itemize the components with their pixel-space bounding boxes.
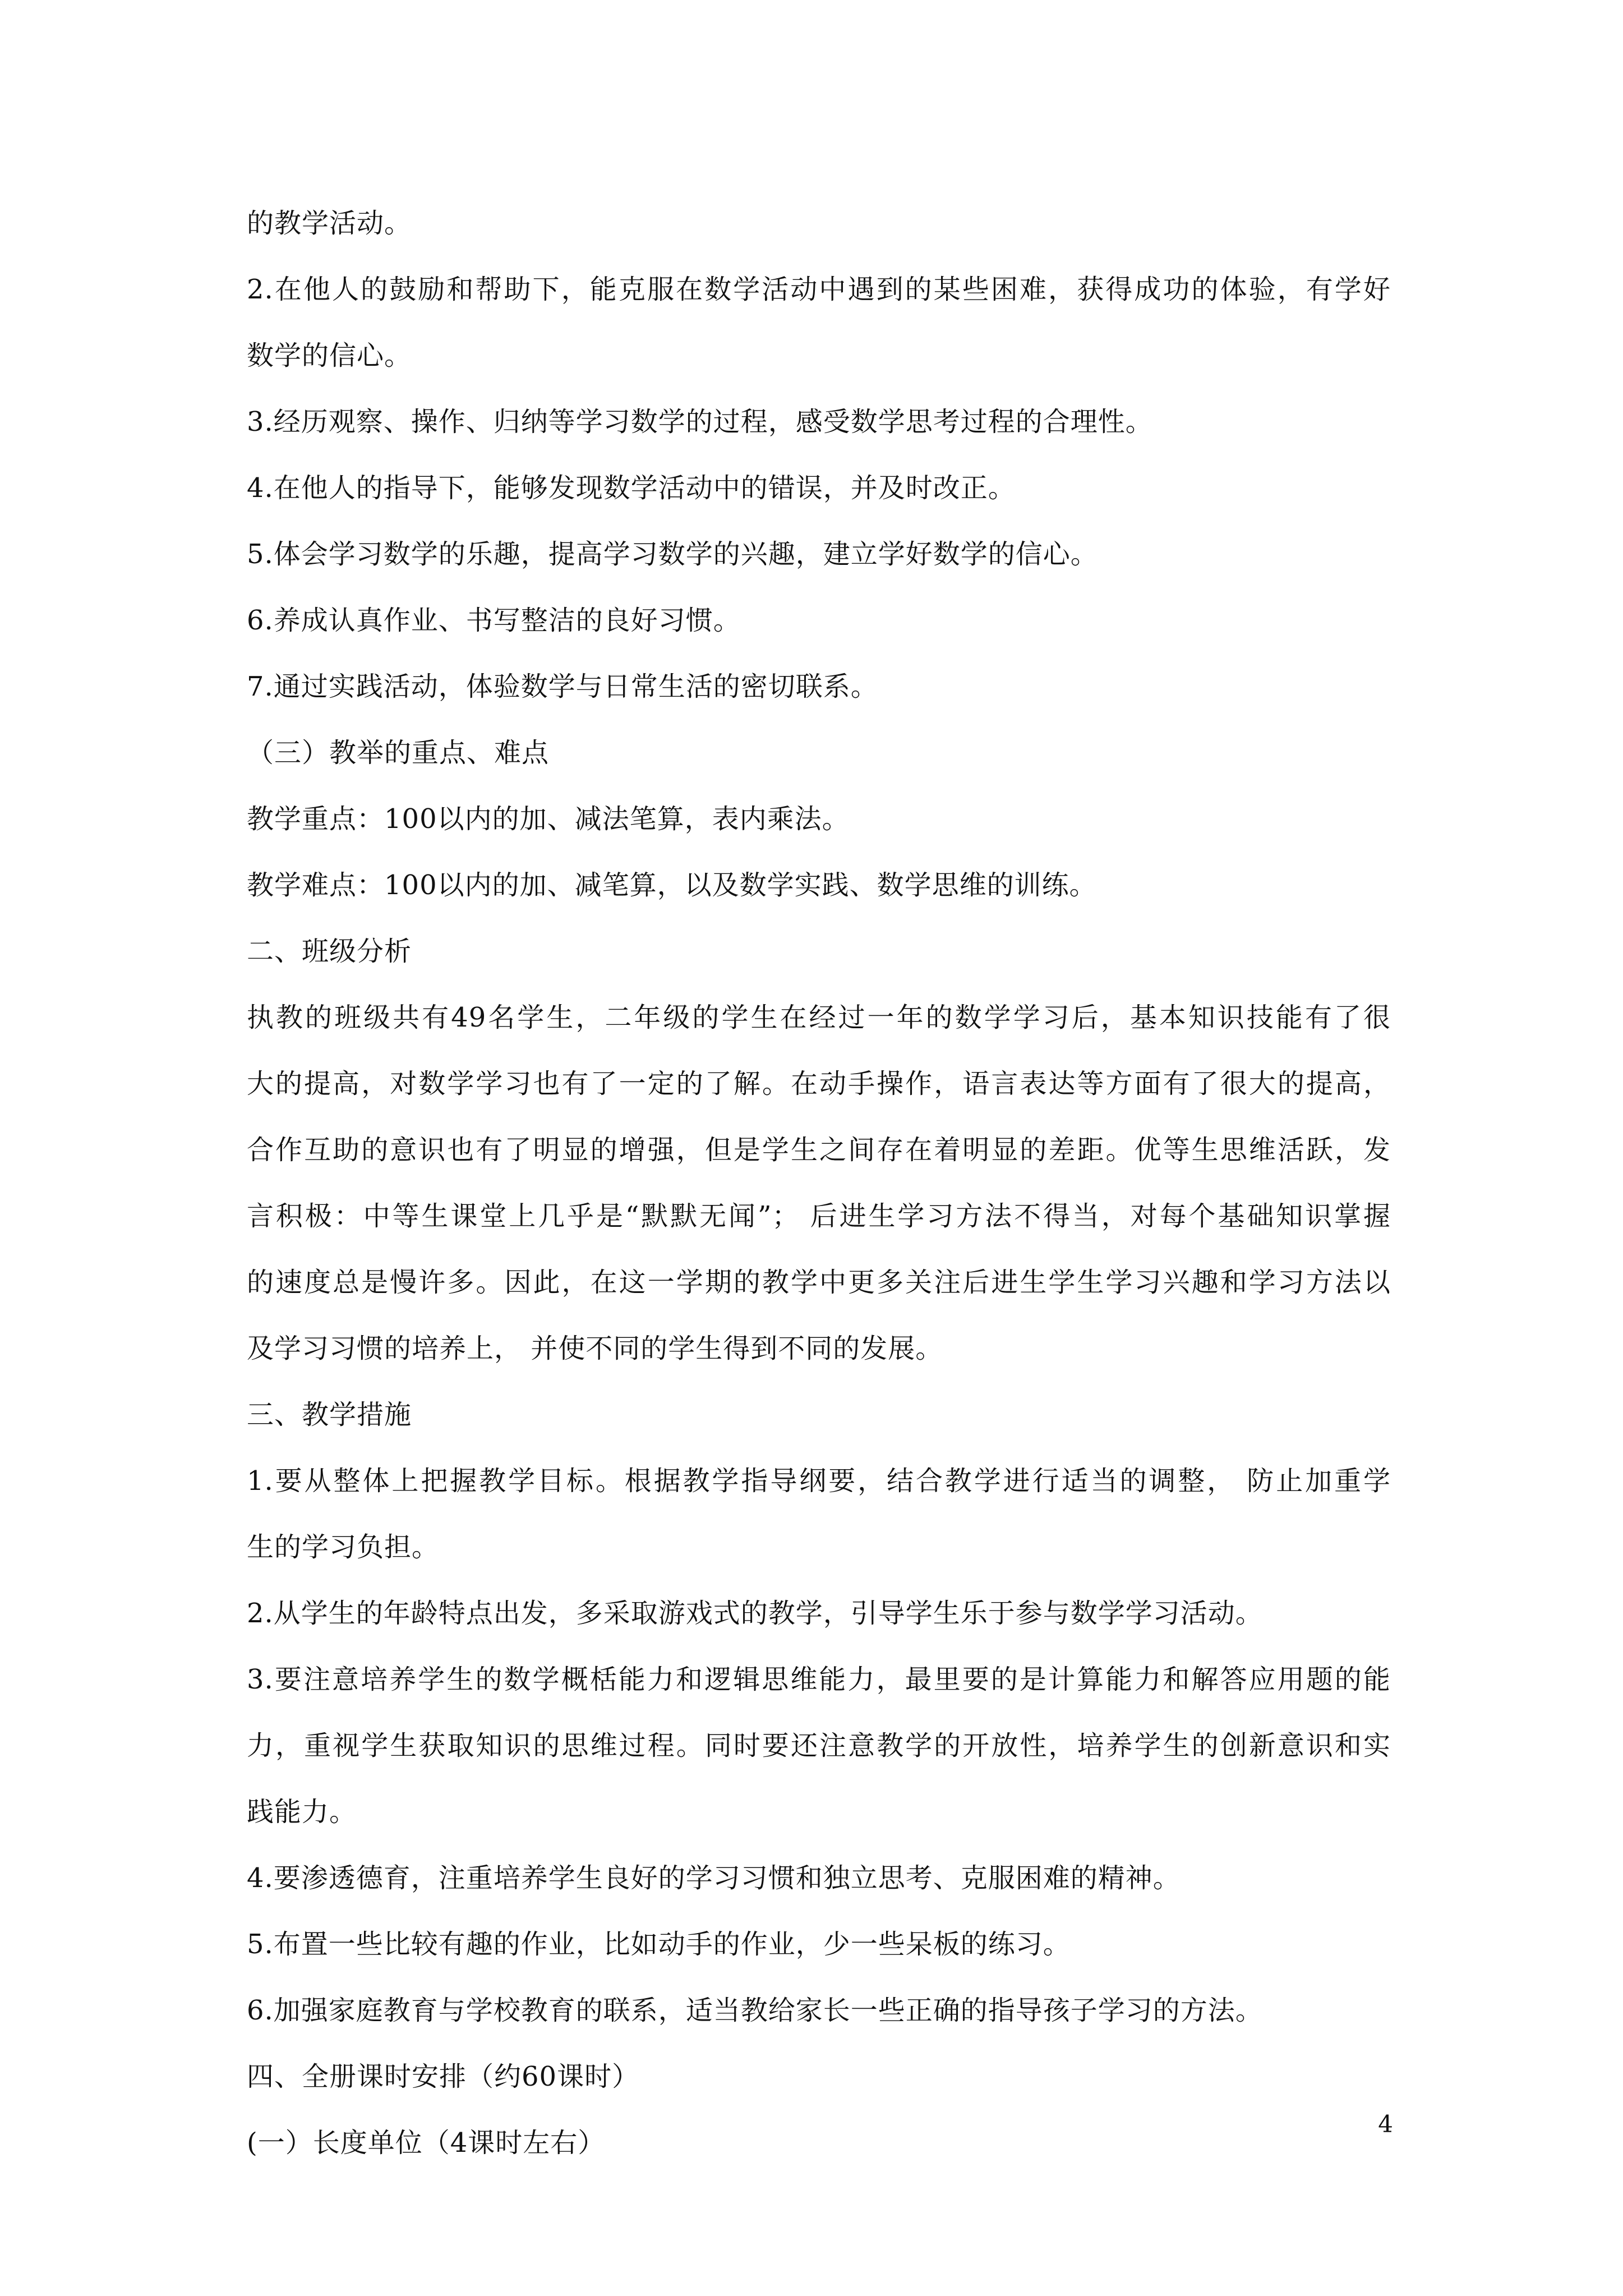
text-line: 言积极：中等生课堂上几乎是“默默无闻”； 后进生学习方法不得当，对每个基础知识掌握 bbox=[247, 1200, 1391, 1232]
text-line: 及学习习惯的培养上， 并使不同的学生得到不同的发展。 bbox=[247, 1333, 943, 1364]
text-line: 1.要从整体上把握教学目标。根据教学指导纲要，结合教学进行适当的调整， 防止加重学 bbox=[247, 1465, 1391, 1497]
section-heading: 二、班级分析 bbox=[247, 936, 412, 967]
section-heading: （三）教举的重点、难点 bbox=[247, 737, 550, 769]
text-line: 3.经历观察、操作、归纳等学习数学的过程，感受数学思考过程的合理性。 bbox=[247, 406, 1153, 438]
document-body bbox=[247, 206, 1391, 2192]
text-line: 4.要渗透德育，注重培养学生良好的学习习惯和独立思考、克服困难的精神。 bbox=[247, 1862, 1181, 1894]
text-line: 2.在他人的鼓励和帮助下，能克服在数学活动中遇到的某些困难，获得成功的体验，有学好 bbox=[247, 274, 1391, 305]
section-heading: 三、教学措施 bbox=[247, 1399, 412, 1430]
text-line: 的教学活动。 bbox=[247, 208, 412, 239]
text-line: 数学的信心。 bbox=[247, 340, 412, 371]
text-line: 6.养成认真作业、书写整洁的良好习惯。 bbox=[247, 605, 741, 636]
text-line: 教学难点：100以内的加、减笔算，以及数学实践、数学思维的训练。 bbox=[247, 869, 1097, 901]
text-line: 6.加强家庭教育与学校教育的联系，适当教给家长一些正确的指导孩子学习的方法。 bbox=[247, 1995, 1263, 2026]
text-line: 大的提高，对数学学习也有了一定的了解。在动手操作，语言表达等方面有了很大的提高， bbox=[247, 1068, 1391, 1099]
text-line: (一）长度单位（4课时左右） bbox=[247, 2127, 606, 2159]
text-line: 5.布置一些比较有趣的作业，比如动手的作业，少一些呆板的练习。 bbox=[247, 1929, 1071, 1960]
page-number: 4 bbox=[1378, 2110, 1393, 2138]
text-line: 7.通过实践活动，体验数学与日常生活的密切联系。 bbox=[247, 671, 878, 702]
text-line: 执教的班级共有49名学生，二年级的学生在经过一年的数学学习后，基本知识技能有了很 bbox=[247, 1002, 1391, 1033]
text-line: 生的学习负担。 bbox=[247, 1531, 440, 1563]
text-line: 合作互助的意识也有了明显的增强，但是学生之间存在着明显的差距。优等生思维活跃，发 bbox=[247, 1134, 1391, 1166]
text-line: 践能力。 bbox=[247, 1796, 357, 1828]
text-line: 的速度总是慢许多。因此，在这一学期的教学中更多关注后进生学生学习兴趣和学习方法以 bbox=[247, 1267, 1391, 1298]
text-line: 3.要注意培养学生的数学概栝能力和逻辑思维能力，最里要的是计算能力和解答应用题的能 bbox=[247, 1664, 1391, 1695]
text-line: 力，重视学生获取知识的思维过程。同时要还注意教学的开放性，培养学生的创新意识和实 bbox=[247, 1730, 1391, 1761]
text-line: 4.在他人的指导下，能够发现数学活动中的错误，并及时改正。 bbox=[247, 472, 1016, 504]
text-line: 2.从学生的年龄特点出发，多采取游戏式的教学，引导学生乐于参与数学学习活动。 bbox=[247, 1598, 1263, 1629]
text-line: 教学重点：100以内的加、减法笔算，表内乘法。 bbox=[247, 803, 850, 835]
section-heading: 四、全册课时安排（约60课时） bbox=[247, 2061, 640, 2092]
text-line: 5.体会学习数学的乐趣，提高学习数学的兴趣，建立学好数学的信心。 bbox=[247, 539, 1098, 570]
